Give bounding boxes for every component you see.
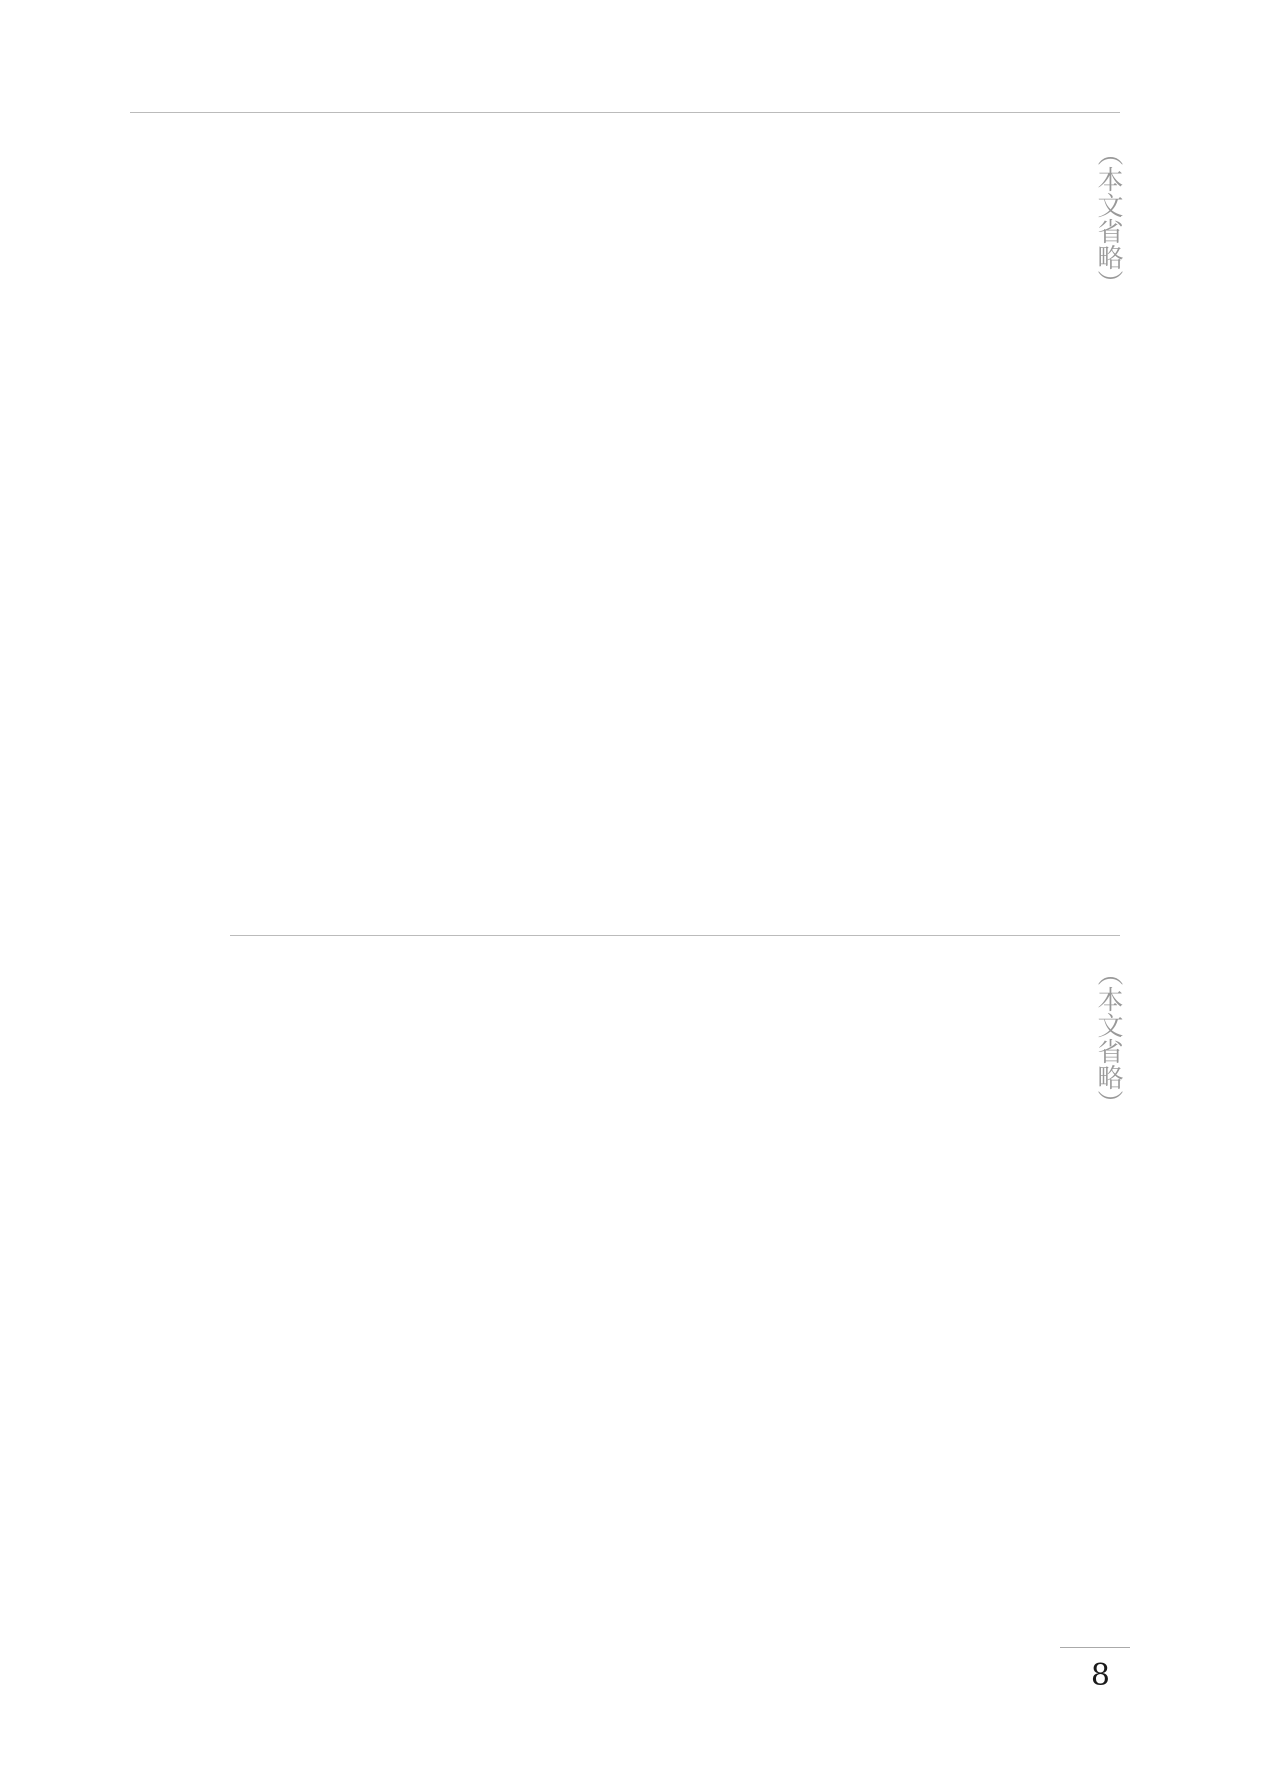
top-text-block: （本文省略）: [1093, 140, 1123, 296]
bottom-block-rule: [230, 935, 1120, 936]
top-block-rule: [130, 112, 1120, 113]
page-number: 8: [1090, 1658, 1110, 1693]
bottom-text-block: （本文省略）: [1093, 960, 1123, 1116]
page-number-rule: [1060, 1647, 1130, 1648]
